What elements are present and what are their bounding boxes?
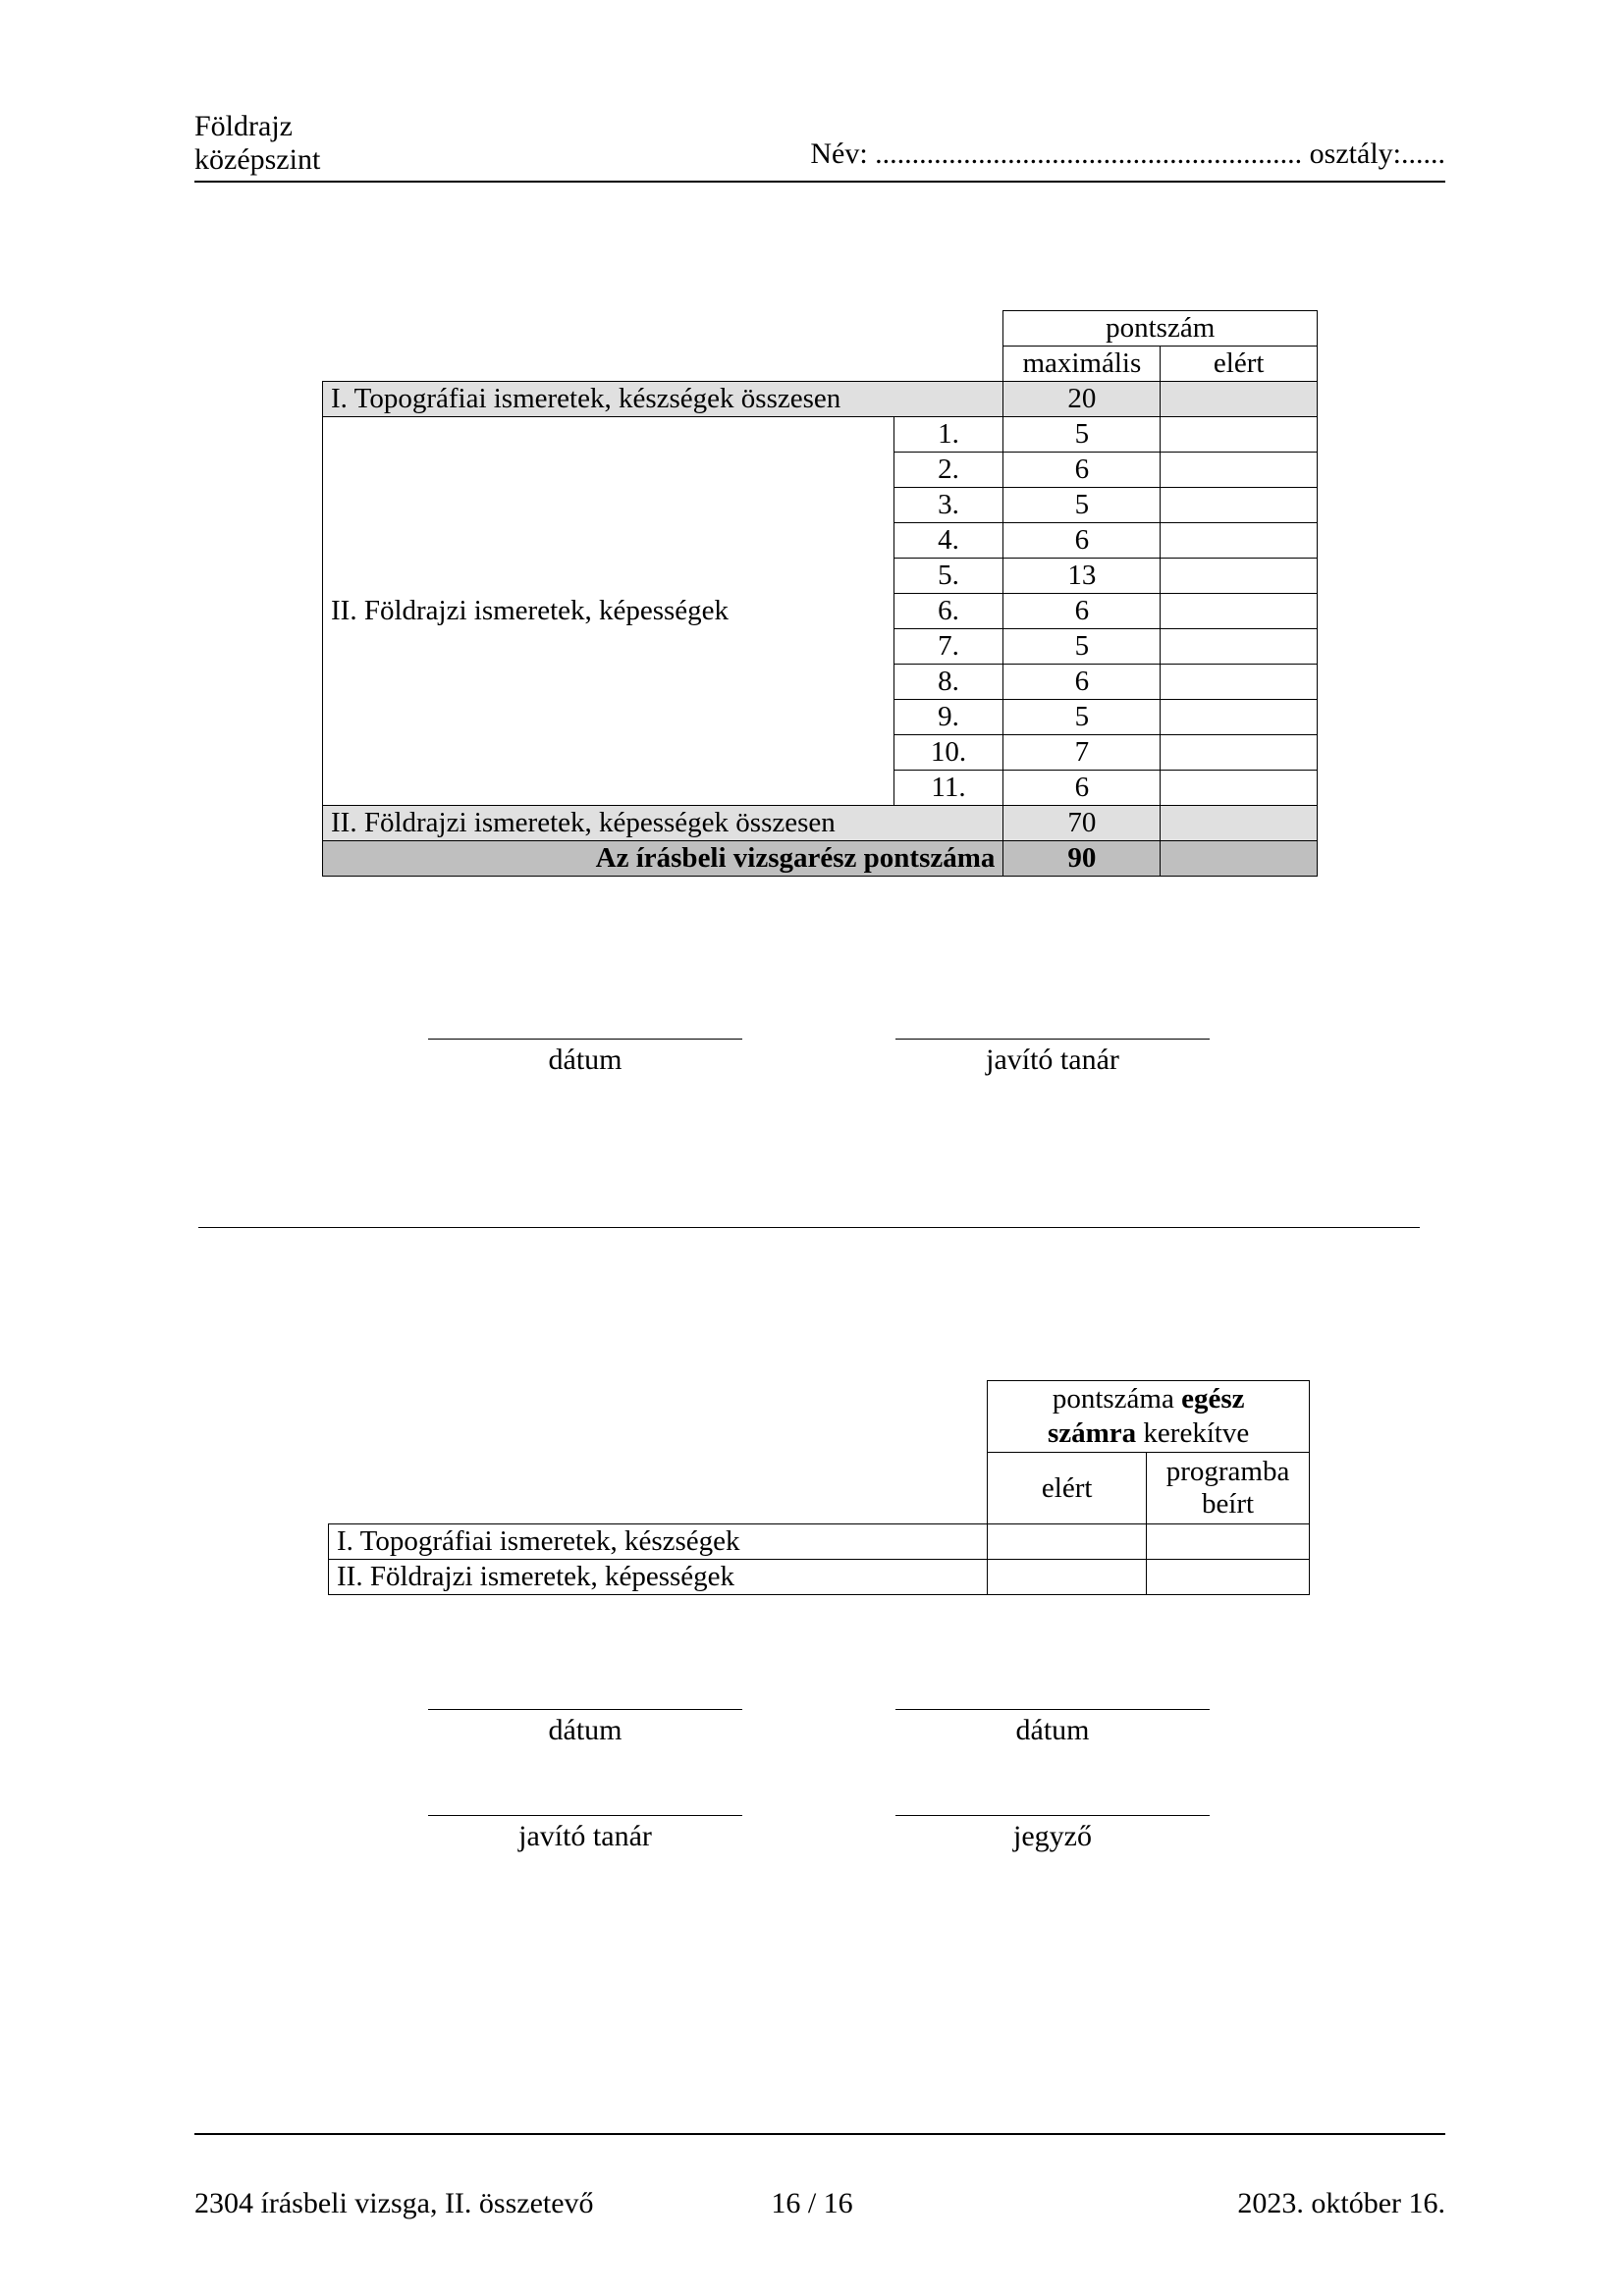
task-max: 13 [1003, 559, 1161, 594]
signature-teacher[interactable] [895, 1039, 1210, 1077]
signature-caption: jegyző [1013, 1820, 1092, 1852]
signature-line [895, 1039, 1210, 1040]
task-achieved[interactable] [1161, 559, 1318, 594]
signature-date[interactable] [428, 1709, 742, 1747]
task-number: 1. [893, 417, 1003, 453]
task-number: 7. [893, 629, 1003, 665]
task-number: 2. [893, 453, 1003, 488]
signature-line [895, 1815, 1210, 1816]
task-achieved[interactable] [1161, 665, 1318, 700]
rounded-score-table [328, 1380, 1310, 1595]
signature-caption: dátum [1015, 1714, 1090, 1746]
task-number: 6. [893, 594, 1003, 629]
section2-total-label: II. Földrajzi ismeretek, képességek összesen [323, 806, 1003, 841]
task-number: 4. [893, 523, 1003, 559]
task-max: 5 [1003, 700, 1161, 735]
score-table [322, 310, 1318, 877]
signature-line [895, 1709, 1210, 1710]
rounded-geo-achieved[interactable] [988, 1560, 1147, 1595]
task-achieved[interactable] [1161, 771, 1318, 806]
signature-caption: javító tanár [518, 1820, 652, 1852]
task-number: 11. [893, 771, 1003, 806]
points-header: pontszám [1003, 311, 1318, 347]
col-achieved-header: elért [1161, 347, 1318, 382]
signature-teacher[interactable] [428, 1815, 742, 1853]
task-number: 8. [893, 665, 1003, 700]
signature-caption: dátum [548, 1714, 623, 1746]
signature-caption: dátum [548, 1043, 623, 1076]
signature-line [428, 1815, 742, 1816]
signature-date[interactable] [428, 1039, 742, 1077]
page-number: 16 / 16 [771, 2187, 853, 2219]
task-max: 5 [1003, 417, 1161, 453]
section2-total-max: 70 [1003, 806, 1161, 841]
signature-registrar[interactable] [895, 1815, 1210, 1853]
rounded-col-program: programba beírt [1147, 1453, 1310, 1524]
task-achieved[interactable] [1161, 700, 1318, 735]
task-achieved[interactable] [1161, 594, 1318, 629]
task-max: 5 [1003, 488, 1161, 523]
header-subject: Földrajz [194, 110, 293, 142]
signature-caption: javító tanár [986, 1043, 1119, 1076]
task-max: 5 [1003, 629, 1161, 665]
task-achieved[interactable] [1161, 488, 1318, 523]
task-max: 7 [1003, 735, 1161, 771]
topo-total-max: 20 [1003, 382, 1161, 417]
grand-total-achieved[interactable] [1161, 841, 1318, 877]
task-achieved[interactable] [1161, 417, 1318, 453]
task-achieved[interactable] [1161, 453, 1318, 488]
section2-label: II. Földrajzi ismeretek, képességek [323, 417, 894, 806]
signature-line [428, 1039, 742, 1040]
rounded-geo-program[interactable] [1147, 1560, 1310, 1595]
footer-date: 2023. október 16. [1237, 2187, 1445, 2219]
topo-total-achieved[interactable] [1161, 382, 1318, 417]
task-max: 6 [1003, 771, 1161, 806]
footer-exam-info: 2304 írásbeli vizsga, II. összetevő [194, 2187, 594, 2219]
rounded-row-geo: II. Földrajzi ismeretek, képességek [329, 1560, 988, 1595]
task-max: 6 [1003, 594, 1161, 629]
rounded-topo-achieved[interactable] [988, 1524, 1147, 1560]
name-class-field: Név: .......................................................... osztály:...... [810, 137, 1445, 170]
header-rule [194, 181, 1445, 183]
task-achieved[interactable] [1161, 523, 1318, 559]
task-number: 9. [893, 700, 1003, 735]
task-number: 5. [893, 559, 1003, 594]
task-number: 3. [893, 488, 1003, 523]
task-max: 6 [1003, 453, 1161, 488]
rounded-row-topo: I. Topográfiai ismeretek, készségek [329, 1524, 988, 1560]
task-max: 6 [1003, 665, 1161, 700]
header-level: középszint [194, 143, 321, 176]
section2-total-achieved[interactable] [1161, 806, 1318, 841]
rounded-col-achieved: elért [988, 1453, 1147, 1524]
grand-total-max: 90 [1003, 841, 1161, 877]
task-achieved[interactable] [1161, 735, 1318, 771]
task-achieved[interactable] [1161, 629, 1318, 665]
footer-rule [194, 2133, 1445, 2135]
task-max: 6 [1003, 523, 1161, 559]
signature-date[interactable] [895, 1709, 1210, 1747]
rounded-points-header: pontszáma egész számra kerekítve [988, 1381, 1310, 1453]
topo-total-label: I. Topográfiai ismeretek, készségek összesen [323, 382, 1003, 417]
rounded-topo-program[interactable] [1147, 1524, 1310, 1560]
signature-line [428, 1709, 742, 1710]
col-max-header: maximális [1003, 347, 1161, 382]
grand-total-label: Az írásbeli vizsgarész pontszáma [323, 841, 1003, 877]
task-number: 10. [893, 735, 1003, 771]
section-separator [198, 1227, 1420, 1228]
